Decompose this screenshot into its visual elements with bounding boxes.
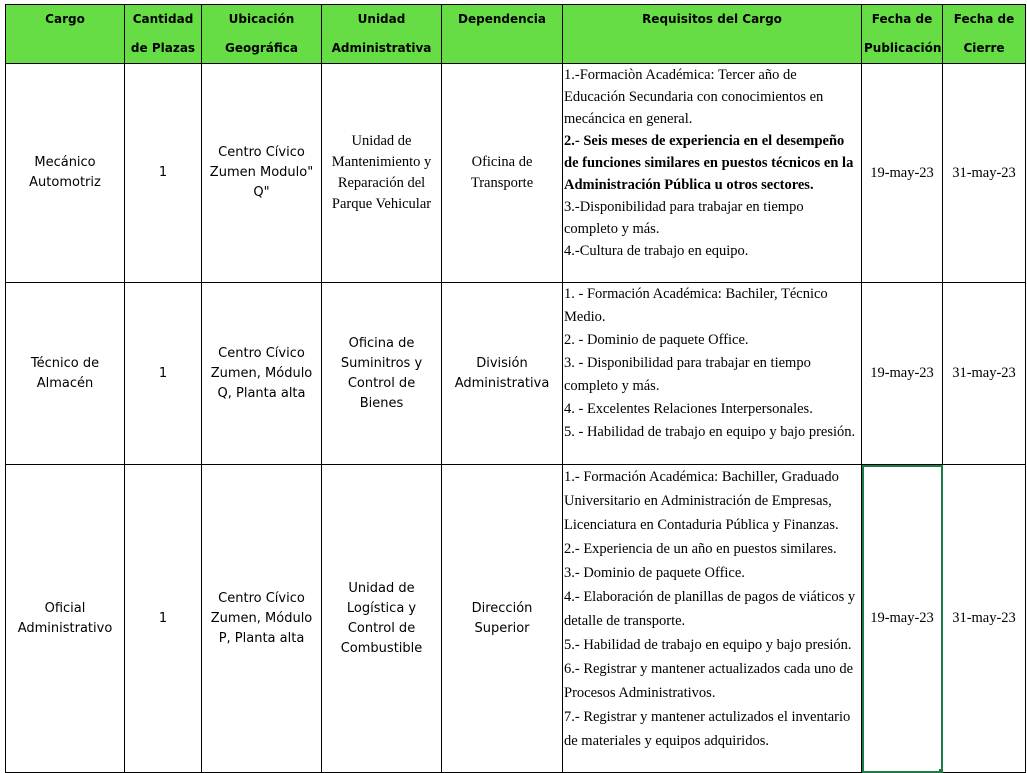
cell-ubicacion[interactable]: Centro Cívico Zumen Modulo" Q" (202, 64, 322, 283)
cell-dependencia[interactable]: División Administrativa (442, 283, 563, 465)
header-requisitos[interactable]: Requisitos del Cargo (563, 5, 862, 64)
cell-plazas[interactable]: 1 (125, 64, 202, 283)
job-postings-table (5, 4, 1026, 773)
cell-unidad[interactable]: Unidad de Logística y Control de Combustible (322, 465, 442, 773)
table-row (6, 64, 1026, 283)
cell-fecha-publicacion-selected[interactable] (862, 465, 943, 773)
cell-unidad[interactable]: Oficina de Suminitros y Control de Bienes (322, 283, 442, 465)
requirement-item: 3.- Dominio de paquete Office. (564, 565, 745, 581)
requirement-item: 4. - Excelentes Relaciones Interpersonales. (564, 401, 813, 417)
header-cantidad-plazas[interactable]: Cantidad de Plazas (125, 5, 202, 64)
cell-value: 19-may-23 (870, 610, 934, 626)
table-row (6, 283, 1026, 465)
cell-ubicacion[interactable]: Centro Cívico Zumen, Módulo Q, Planta alta (202, 283, 322, 465)
requirement-item: 2.- Experiencia de un año en puestos similares. (564, 541, 837, 557)
cell-cargo[interactable]: Oficial Administrativo (6, 465, 125, 773)
requirement-item: 2. - Dominio de paquete Office. (564, 332, 749, 348)
requirement-item: 5.- Habilidad de trabajo en equipo y bajo presión. (564, 637, 852, 653)
cell-fecha-cierre[interactable]: 31-may-23 (943, 283, 1026, 465)
requirement-item: 4.-Cultura de trabajo en equipo. (564, 243, 749, 259)
header-unidad-administrativa[interactable]: Unidad Administrativa (322, 5, 442, 64)
cell-dependencia[interactable]: Oficina de Transporte (442, 64, 563, 283)
requirement-item: 3. - Disponibilidad para trabajar en tiempo completo y más. (564, 355, 811, 394)
cell-fecha-cierre[interactable]: 31-may-23 (943, 465, 1026, 773)
fill-handle[interactable] (939, 769, 943, 773)
header-dependencia[interactable]: Dependencia (442, 5, 563, 64)
cell-fecha-cierre[interactable]: 31-may-23 (943, 64, 1026, 283)
requirement-item: 4.- Elaboración de planillas de pagos de viáticos y detalle de transporte. (564, 589, 856, 629)
requirement-item: 3.-Disponibilidad para trabajar en tiempo completo y más. (564, 199, 804, 237)
cell-requisitos[interactable] (563, 64, 862, 283)
requirement-item: 2.- Seis meses de experiencia en el desempeño de funciones similares en puestos técnicos en la Administración Pública u otros sectores. (564, 133, 854, 193)
cell-ubicacion[interactable]: Centro Cívico Zumen, Módulo P, Planta alta (202, 465, 322, 773)
cell-unidad[interactable]: Unidad de Mantenimiento y Reparación del Parque Vehicular (322, 64, 442, 283)
cell-plazas[interactable]: 1 (125, 465, 202, 773)
cell-dependencia[interactable]: Dirección Superior (442, 465, 563, 773)
table-row (6, 465, 1026, 773)
cell-cargo[interactable]: Técnico de Almacén (6, 283, 125, 465)
header-cargo[interactable]: Cargo (6, 5, 125, 64)
header-row (6, 5, 1026, 64)
requirement-item: 7.- Registrar y mantener actulizados el inventario de materiales y equipos adquiridos. (564, 709, 851, 749)
cell-requisitos[interactable] (563, 283, 862, 465)
requirement-item: 1.-Formaciòn Académica: Tercer año de Educación Secundaria con conocimientos en mecáncica en general. (564, 67, 824, 127)
cell-fecha-publicacion[interactable]: 19-may-23 (862, 283, 943, 465)
cell-requisitos[interactable] (563, 465, 862, 773)
header-fecha-cierre[interactable]: Fecha de Cierre (943, 5, 1026, 64)
requirement-item: 6.- Registrar y mantener actualizados cada uno de Procesos Administrativos. (564, 661, 854, 701)
cell-cargo[interactable]: Mecánico Automotriz (6, 64, 125, 283)
header-fecha-publicacion[interactable]: Fecha de Publicación (862, 5, 943, 64)
cell-plazas[interactable]: 1 (125, 283, 202, 465)
requirement-item: 1. - Formación Académica: Bachiler, Técnico Medio. (564, 286, 828, 325)
requirement-item: 5. - Habilidad de trabajo en equipo y bajo presión. (564, 424, 856, 440)
header-ubicacion[interactable]: Ubicación Geográfica (202, 5, 322, 64)
requirement-item: 1.- Formación Académica: Bachiller, Graduado Universitario en Administración de Empresas, Licenciatura en Contaduria Pública y Finanzas. (564, 469, 839, 533)
cell-fecha-publicacion[interactable]: 19-may-23 (862, 64, 943, 283)
